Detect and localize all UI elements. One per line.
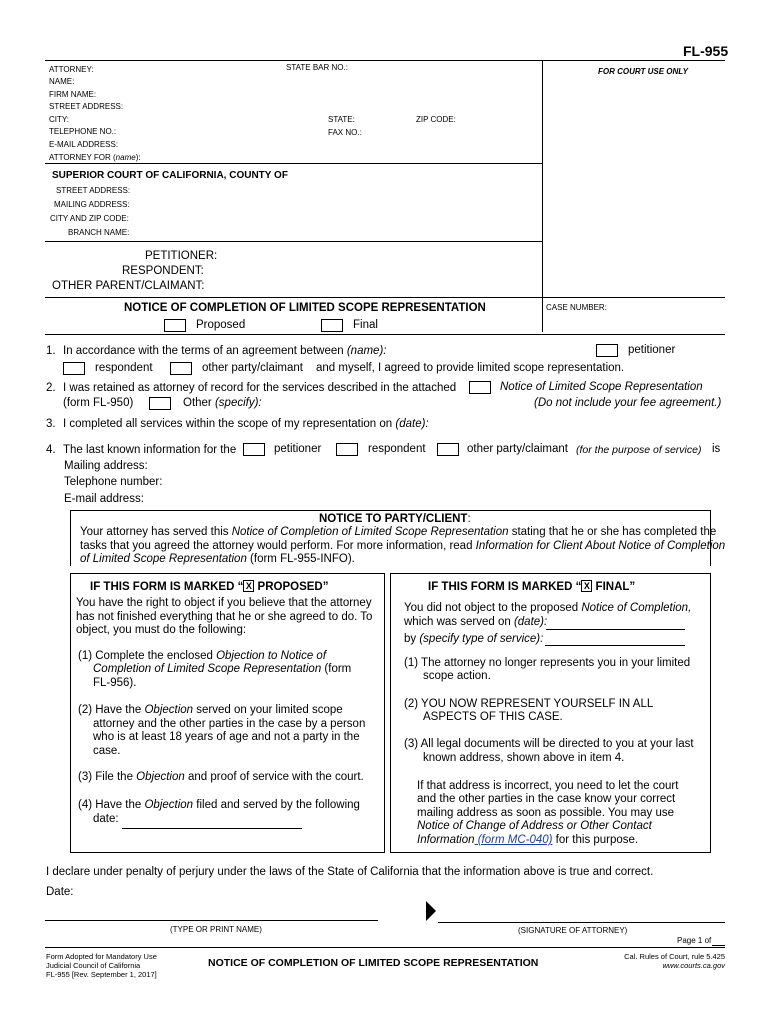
final-p3: by (specify type of service): — [404, 633, 544, 645]
final-label: Final — [353, 319, 378, 331]
signature-arrow-icon — [425, 900, 437, 922]
name-label: NAME: — [49, 77, 75, 86]
item2-notice-checkbox[interactable] — [469, 381, 491, 394]
item4-petitioner-checkbox[interactable] — [243, 443, 265, 456]
telephone-label: TELEPHONE NO.: — [49, 127, 117, 136]
court-mailing-label: MAILING ADDRESS: — [54, 200, 130, 209]
item4-purpose: (for the purpose of service) — [576, 444, 702, 456]
item1-respondent-checkbox[interactable] — [63, 362, 85, 375]
proposed-step2-c: who is at least 18 years of age and not a party in the — [93, 731, 360, 743]
item1-tail: and myself, I agreed to provide limited scope representation. — [316, 362, 625, 374]
item4-other-label: other party/claimant — [467, 443, 568, 455]
mailing-address-label: Mailing address: — [64, 460, 148, 472]
final-heading: IF THIS FORM IS MARKED “ X FINAL” — [428, 581, 636, 593]
item1-other-checkbox[interactable] — [170, 362, 192, 375]
notice-heading: NOTICE TO PARTY/CLIENT: — [319, 513, 471, 525]
proposed-step2-a: (2) Have the Objection served on your limited scope — [78, 704, 343, 716]
rule-1 — [45, 163, 542, 164]
proposed-step4-a: (4) Have the Objection filed and served by the following — [78, 799, 360, 811]
respondent-label: RESPONDENT: — [122, 265, 204, 277]
item1-respondent-label: respondent — [95, 362, 153, 374]
proposed-step1-c: FL-956). — [93, 677, 137, 689]
proposed-x-mark: X — [243, 580, 254, 592]
proposed-step1-b: Completion of Limited Scope Representation (form — [93, 663, 352, 675]
final-q2: and the other parties in the case know your correct — [417, 793, 676, 805]
signature-line[interactable] — [438, 922, 725, 923]
proposed-step1-a: (1) Complete the enclosed Objection to Notice of — [78, 650, 327, 662]
other-parent-label: OTHER PARENT/CLAIMANT: — [52, 280, 205, 292]
item4-is: is — [712, 443, 721, 455]
street-label: STREET ADDRESS: — [49, 102, 124, 111]
item2-number: 2. — [46, 382, 56, 394]
footer-right: Cal. Rules of Court, rule 5.425 www.courts.ca.gov — [624, 952, 725, 970]
zip-label: ZIP CODE: — [416, 115, 456, 124]
item1-petitioner-checkbox[interactable] — [596, 344, 618, 357]
item2-form: (form FL-950) — [63, 397, 134, 409]
state-label: STATE: — [328, 115, 355, 124]
footer-left: Form Adopted for Mandatory Use Judicial Council of California FL-955 [Rev. September 1, 2017] — [46, 952, 157, 979]
notice-line-3: of Limited Scope Representation (form FL-955-INFO). — [80, 553, 355, 565]
item3-text: I completed all services within the scope of my representation on (date): — [63, 418, 429, 430]
proposed-label: Proposed — [196, 319, 246, 331]
proposed-p1: You have the right to object if you believe that the attorney — [76, 597, 372, 609]
email-label: E-MAIL ADDRESS: — [49, 140, 119, 149]
item1-other-label: other party/claimant — [202, 362, 303, 374]
item2-fee-note: (Do not include your fee agreement.) — [534, 397, 722, 409]
final-checkbox[interactable] — [321, 319, 343, 332]
item1-petitioner-label: petitioner — [628, 344, 676, 356]
final-x-mark: X — [581, 580, 592, 592]
item2-other-label: Other (specify): — [183, 397, 262, 409]
proposed-heading: IF THIS FORM IS MARKED “ X PROPOSED” — [90, 581, 329, 593]
print-name-caption: (TYPE OR PRINT NAME) — [170, 925, 262, 934]
court-title: SUPERIOR COURT OF CALIFORNIA, COUNTY OF — [52, 170, 288, 181]
final-r2-a: (2) YOU NOW REPRESENT YOURSELF IN ALL — [404, 698, 654, 710]
declaration-text: I declare under penalty of perjury under the laws of the State of California that the information above is true and correct. — [46, 866, 654, 878]
email-address-label: E-mail address: — [64, 493, 144, 505]
rule-2 — [45, 241, 542, 242]
attorney-label: ATTORNEY: — [49, 65, 94, 74]
proposed-p3: object, you must do the following: — [76, 624, 247, 636]
signature-caption: (SIGNATURE OF ATTORNEY) — [518, 926, 628, 935]
item2-other-checkbox[interactable] — [149, 397, 171, 410]
final-q5: Information (form MC-040) for this purpose. — [417, 834, 639, 846]
petitioner-label: PETITIONER: — [145, 250, 218, 262]
footer-title: NOTICE OF COMPLETION OF LIMITED SCOPE REPRESENTATION — [208, 957, 539, 969]
header-rule — [45, 60, 725, 61]
court-cityzip-label: CITY AND ZIP CODE: — [50, 214, 129, 223]
final-r1-b: scope action. — [423, 670, 491, 682]
service-type-line[interactable] — [545, 645, 685, 646]
mc040-link[interactable]: (form MC-040) — [474, 834, 553, 846]
proposed-p2: has not finished everything that he or she agreed to do. To — [76, 611, 373, 623]
final-r3-a: (3) All legal documents will be directed to you at your last — [404, 738, 694, 750]
page-label: Page 1 of — [677, 936, 712, 945]
proposed-step2-b: attorney and the other parties in the case by a person — [93, 718, 366, 730]
notice-line-1: Your attorney has served this Notice of Completion of Limited Scope Representation stating that he or she has completed the — [80, 526, 717, 538]
rule-4 — [45, 334, 725, 335]
footer-rule — [45, 947, 725, 948]
notice-line-2: tasks that you agreed the attorney would perform. For more information, read Information for Client About Notice of Completion — [80, 540, 726, 552]
court-branch-label: BRANCH NAME: — [68, 228, 130, 237]
court-use-label: FOR COURT USE ONLY — [598, 67, 688, 76]
item1-number: 1. — [46, 345, 56, 357]
final-q1: If that address is incorrect, you need to let the court — [417, 780, 679, 792]
objection-date-line[interactable] — [122, 828, 302, 829]
served-date-line[interactable] — [546, 629, 685, 630]
case-number-label: CASE NUMBER: — [546, 303, 607, 312]
proposed-step2-d: case. — [93, 745, 121, 757]
item1-text: In accordance with the terms of an agreement between (name): — [63, 345, 387, 357]
final-r1-a: (1) The attorney no longer represents you in your limited — [404, 657, 691, 669]
item4-petitioner-label: petitioner — [274, 443, 322, 455]
form-title: NOTICE OF COMPLETION OF LIMITED SCOPE REPRESENTATION — [124, 302, 486, 314]
item4-respondent-label: respondent — [368, 443, 426, 455]
firm-label: FIRM NAME: — [49, 90, 97, 99]
item3-number: 3. — [46, 418, 56, 430]
proposed-step3: (3) File the Objection and proof of service with the court. — [78, 771, 364, 783]
final-p1: You did not object to the proposed Notice of Completion, — [404, 602, 692, 614]
proposed-step4-b: date: — [93, 813, 119, 825]
final-r3-b: known address, shown above in item 4. — [423, 752, 625, 764]
fax-label: FAX NO.: — [328, 128, 362, 137]
date-label: Date: — [46, 886, 74, 898]
item4-respondent-checkbox[interactable] — [336, 443, 358, 456]
item2-text: I was retained as attorney of record for the services described in the attached — [63, 382, 457, 394]
telephone-number-label: Telephone number: — [64, 476, 163, 488]
city-label: CITY: — [49, 115, 70, 124]
attorney-for-label: ATTORNEY FOR (name): — [49, 153, 141, 162]
final-q3: mailing address as soon as possible. You may use — [417, 807, 674, 819]
final-p2: which was served on (date): — [404, 616, 548, 628]
item4-other-checkbox[interactable] — [437, 443, 459, 456]
form-number: FL-955 — [683, 43, 729, 59]
item4-text: The last known information for the — [63, 444, 237, 456]
page-total-line — [712, 945, 725, 946]
court-street-label: STREET ADDRESS: — [56, 186, 131, 195]
court-use-divider — [542, 60, 543, 332]
rule-3 — [45, 297, 725, 298]
final-q4: Notice of Change of Address or Other Contact — [417, 820, 652, 832]
item2-notice-label: Notice of Limited Scope Representation — [500, 381, 703, 393]
item4-number: 4. — [46, 444, 56, 456]
state-bar-label: STATE BAR NO.: — [286, 63, 348, 72]
print-name-line[interactable] — [45, 920, 378, 921]
proposed-checkbox[interactable] — [164, 319, 186, 332]
final-r2-b: ASPECTS OF THIS CASE. — [423, 711, 563, 723]
